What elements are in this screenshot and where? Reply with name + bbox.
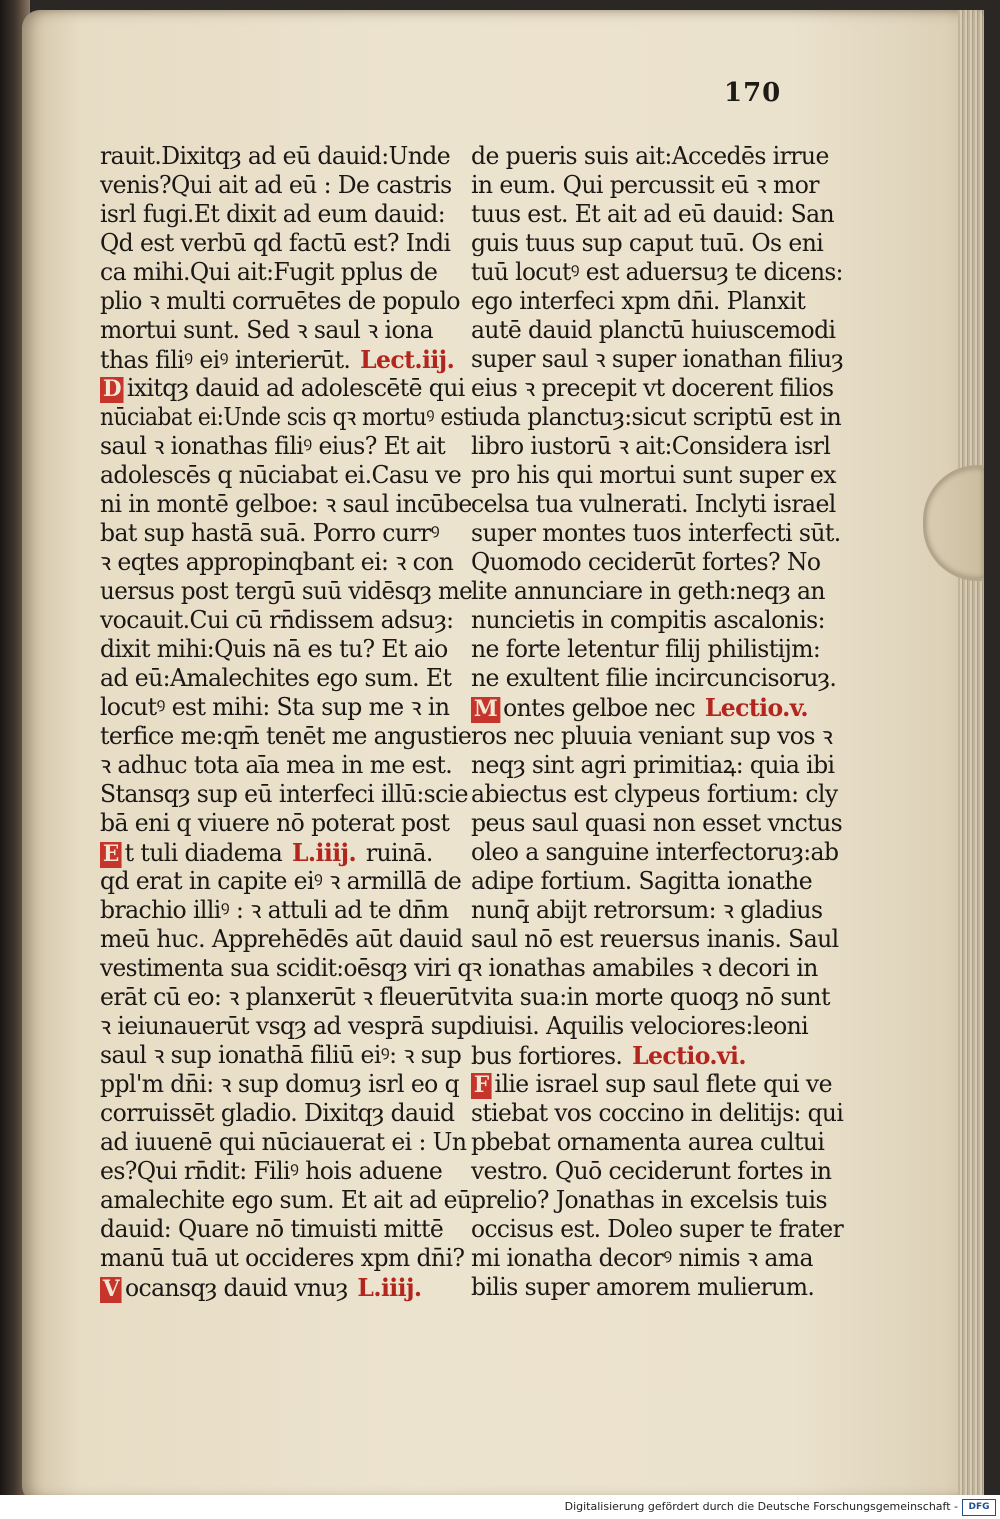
line-text: ad eū:Amalechites ego sum. Et [100,664,452,692]
line-text: adipe fortium. Sagitta ionathe [471,867,813,895]
text-line [471,664,843,693]
text-line [100,229,472,258]
text-line [471,1186,843,1215]
text-line [100,1157,472,1186]
line-text: nuncietis in compitis ascalonis: [471,606,825,634]
text-line [471,490,843,519]
text-line [100,1012,472,1041]
line-text: dauid: Quare nō timuisti mittē [100,1215,444,1243]
text-line [471,983,843,1012]
line-text: ꝛ ieiunauerūt vsqȝ ad vesprā sup [100,1012,472,1040]
text-line [100,1070,472,1099]
text-line [471,461,843,490]
text-line [471,316,843,345]
line-text: corruissēt gladio. Dixitqȝ dauid [100,1099,455,1127]
line-text: bus fortiores. [471,1042,623,1070]
line-text: thas filiꝰ eiꝰ interierūt. [100,346,351,374]
folio-number: 170 [724,78,782,108]
line-text: bā eni q viuere nō poterat post [100,809,450,837]
text-line [100,142,472,171]
text-line [471,751,843,780]
line-text: in eum. Qui percussit eū ꝛ mor [471,171,819,199]
text-line [100,1273,472,1302]
text-line [471,1128,843,1157]
text-line [471,142,843,171]
rubricated-initial: V [100,1277,122,1303]
line-text: saul nō est reuersus inanis. Saul [471,925,839,953]
line-text: tuus est. Et ait ad eū dauid: San [471,200,835,228]
line-text: super saul ꝛ super ionathan filiuȝ [471,345,844,373]
text-line [100,867,472,896]
text-line [471,867,843,896]
text-line [471,925,843,954]
text-line [100,896,472,925]
rubricated-initial: F [471,1073,492,1099]
text-line [100,519,472,548]
line-text: ppl'm dn̄i: ꝛ sup domuȝ isrl eo q [100,1070,460,1098]
line-text: ixitqȝ dauid ad adolescētē qui [126,374,465,402]
text-line [100,200,472,229]
line-text: ontes gelboe nec [503,694,696,722]
line-text: adolescēs q nūciabat ei.Casu ve [100,461,462,489]
page-edges [958,10,984,1495]
line-text: super montes tuos interfecti sūt. [471,519,841,547]
line-text: ros nec pluuia veniant sup vos ꝛ [471,722,833,750]
line-text: vocauit.Cui cū rn̄dissem adsuȝ: [100,606,454,634]
line-text: amalechite ego sum. Et ait ad eū [100,1186,472,1214]
text-line [100,751,472,780]
text-line [100,1186,471,1215]
line-text: eius ꝛ precepit vt docerent filios [471,374,834,402]
text-line [100,1099,472,1128]
line-text: abiectus est clypeus fortium: cly [471,780,838,808]
line-text: saul ꝛ ionathas filiꝰ eius? Et ait [100,432,446,460]
line-text: stiebat vos coccino in delitijs: qui [471,1099,844,1127]
text-line [100,316,472,345]
text-line [471,1215,844,1244]
text-line [471,1244,843,1273]
line-text: ilie israel sup saul flete qui ve [494,1070,832,1098]
line-text: isrl fugi.Et dixit ad eum dauid: [100,200,446,228]
book-page [22,10,984,1495]
dfg-logo: DFG [962,1499,996,1516]
line-text: iuda planctuȝ:sicut scriptū est in [471,403,842,431]
line-text: rauit.Dixitqȝ ad eū dauid:Unde [100,142,451,170]
text-line [100,171,472,200]
line-text: celsa tua vulnerati. Inclyti israel [471,490,836,518]
text-line [471,635,843,664]
line-text: occisus est. Doleo super te frater [471,1215,844,1243]
line-text: tuū locutꝰ est aduersuȝ te dicens: [471,258,843,286]
text-line [471,258,843,287]
text-line [471,606,843,635]
text-line [100,403,472,432]
text-line [100,548,472,577]
line-text: ruinā. [365,839,433,867]
line-text: ca mihi.Qui ait:Fugit pplus de [100,258,438,286]
text-line [100,1041,472,1070]
text-line [100,780,472,809]
text-line [100,809,472,838]
text-line [100,461,472,490]
line-text: mi ionatha decorꝰ nimis ꝛ ama [471,1244,813,1272]
line-text: autē dauid planctū huiuscemodi [471,316,836,344]
line-text: t tuli diadema [124,839,283,867]
text-line [471,896,843,925]
funding-credit: Digitalisierung gefördert durch die Deutsche Forschungsgemeinschaft - [564,1500,958,1513]
line-text: ne forte letentur filij philistijm: [471,635,821,663]
text-line [471,374,843,403]
text-line [100,374,472,403]
line-text: Stansqȝ sup eū interfeci illū:scie [100,780,468,808]
clip-tab [923,465,984,581]
lectio-rubric: Lectio.v. [704,693,809,722]
line-text: oleo a sanguine interfectoruȝ:ab [471,838,839,866]
line-text: ego interfeci xpm dn̄i. Planxit [471,287,806,315]
text-line [100,345,472,374]
rubricated-initial: D [100,377,124,403]
text-line [471,229,843,258]
text-line [471,693,843,722]
line-text: de pueris suis ait:Accedēs irrue [471,142,829,170]
line-text: ꝛ ionathas amabiles ꝛ decori in [471,954,818,982]
text-line [471,1273,843,1302]
line-text: mortui sunt. Sed ꝛ saul ꝛ iona [100,316,434,344]
text-line [471,780,843,809]
line-text: nūciabat ei:Unde scis qꝛ mortuꝰ est [100,403,472,431]
line-text: pro his qui mortui sunt super ex [471,461,836,489]
line-text: manū tuā ut occideres xpm dn̄i? [100,1244,465,1272]
line-text: vita sua:in morte quoqȝ nō sunt [471,983,830,1011]
line-text: es?Qui rn̄dit: Filiꝰ hois aduene [100,1157,443,1185]
text-line [471,171,843,200]
line-text: uersus post tergū suū vidēsqȝ me [100,577,473,605]
text-line [471,432,843,461]
text-line [471,287,843,316]
line-text: Qd est verbū qd factū est? Indi [100,229,451,257]
line-text: diuisi. Aquilis velociores:leoni [471,1012,809,1040]
text-line [471,1157,843,1186]
text-line [100,1215,472,1244]
line-text: terfice me:qm̄ tenēt me angustie [100,722,472,750]
text-line [100,1128,472,1157]
text-line [471,345,844,374]
text-line [100,664,472,693]
text-line [471,200,843,229]
text-line [100,838,472,867]
lectio-rubric: Lectio.vi. [632,1041,746,1070]
text-line [471,548,843,577]
line-text: nunq̄ abijt retrorsum: ꝛ gladius [471,896,823,924]
line-text: libro iustorū ꝛ ait:Considera isrl [471,432,831,460]
line-text: bilis super amorem mulierum. [471,1273,815,1301]
line-text: lite annunciare in geth:neqȝ an [471,577,825,605]
line-text: prelio? Jonathas in excelsis tuis [471,1186,827,1214]
line-text: venis?Qui ait ad eū : De castris [100,171,452,199]
line-text: erāt cū eo: ꝛ planxerūt ꝛ fleuerūt [100,983,470,1011]
rubricated-initial: E [100,842,122,868]
lectio-rubric: L.iiij. [357,1273,422,1302]
line-text: pbebat ornamenta aurea cultui [471,1128,825,1156]
line-text: brachio illiꝰ : ꝛ attuli ad te dn̄m [100,896,449,924]
text-line [100,722,472,751]
lectio-rubric: Lect.iij. [360,345,455,374]
text-line [471,403,843,432]
line-text: bat sup hastā suā. Porro currꝰ [100,519,440,547]
rubricated-initial: M [471,697,500,723]
line-text: ꝛ eqtes appropinqbant ei: ꝛ con [100,548,454,576]
text-line [100,925,472,954]
text-line [100,693,472,722]
line-text: guis tuus sup caput tuū. Os eni [471,229,824,257]
text-line [471,577,843,606]
text-line [100,258,472,287]
line-text: ꝛ adhuc tota aīa mea in me est. [100,751,453,779]
text-line [100,577,473,606]
line-text: ni in montē gelboe: ꝛ saul incūbe [100,490,472,518]
text-line [471,722,843,751]
lectio-rubric: L.iiij. [291,838,357,867]
line-text: vestro. Quō ceciderunt fortes in [471,1157,832,1185]
text-line [471,1099,844,1128]
line-text: vestimenta sua scidit:oēsqȝ viri q [100,954,472,982]
line-text: peus saul quasi non esset vnctus [471,809,843,837]
text-line [100,432,472,461]
text-line [471,838,843,867]
line-text: neqȝ sint agri primitiaꝝ: quia ibi [471,751,835,779]
text-line [100,983,472,1012]
line-text: Quomodo ceciderūt fortes? No [471,548,821,576]
text-line [100,490,471,519]
left-column [100,142,480,1302]
text-line [471,954,843,983]
text-line [100,1244,472,1273]
text-line [471,1070,843,1099]
line-text: ocansqȝ dauid vnuȝ [124,1274,348,1302]
line-text: ne exultent filie incircuncisoruȝ. [471,664,837,692]
text-line [471,519,843,548]
line-text: ad iuuenē qui nūciauerat ei : Un [100,1128,467,1156]
line-text: saul ꝛ sup ionathā filiū eiꝰ: ꝛ sup [100,1041,462,1069]
text-line [100,635,472,664]
text-line [100,606,472,635]
line-text: qd erat in capite eiꝰ ꝛ armillā de [100,867,462,895]
footer-bar [0,1495,1000,1519]
line-text: meū huc. Apprehēdēs aūt dauid [100,925,463,953]
line-text: dixit mihi:Quis nā es tu? Et aio [100,635,448,663]
line-text: locutꝰ est mihi: Sta sup me ꝛ in [100,693,450,721]
line-text: plio ꝛ multi corruētes de populo [100,287,460,315]
text-line [100,287,472,316]
text-line [471,1041,843,1070]
text-line [471,1012,843,1041]
right-column [471,142,851,1302]
text-line [100,954,472,983]
text-line [471,809,843,838]
